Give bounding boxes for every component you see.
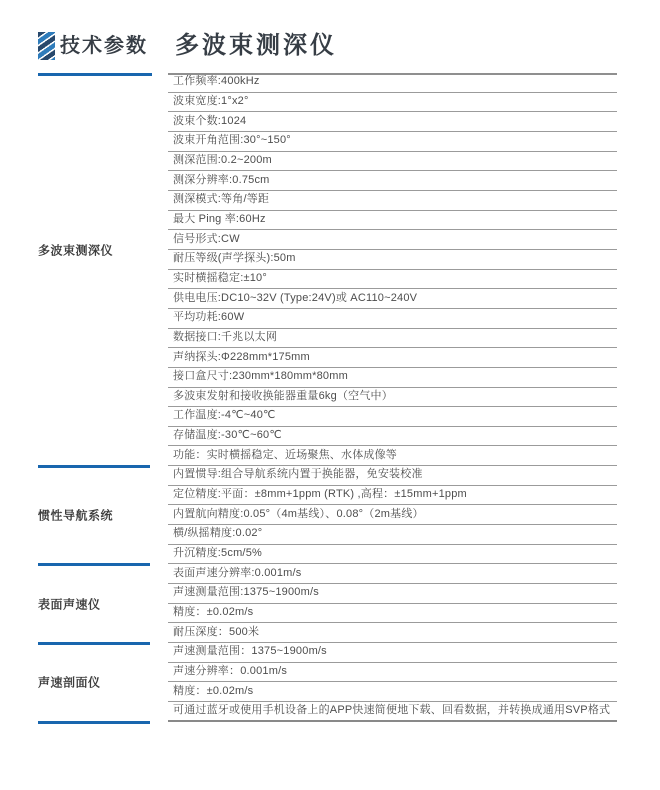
category-label: 惯性导航系统 xyxy=(38,508,114,523)
spec-row xyxy=(168,329,617,349)
spec-text: 测深模式:等角/等距 xyxy=(173,193,270,206)
spec-row xyxy=(168,446,617,466)
section-title: 技术参数 xyxy=(60,34,148,57)
spec-text: 测深分辨率:0.75cm xyxy=(173,173,270,186)
spec-row xyxy=(168,407,617,427)
spec-section xyxy=(38,643,617,722)
section-header xyxy=(38,31,148,60)
spec-row xyxy=(168,564,617,584)
spec-row xyxy=(168,584,617,604)
spec-text: 横/纵摇精度:0.02° xyxy=(173,527,263,540)
section-divider-bar xyxy=(38,563,150,566)
spec-table xyxy=(38,73,617,722)
spec-text: 平均功耗:60W xyxy=(173,311,245,324)
spec-row xyxy=(168,270,617,290)
spec-row xyxy=(168,73,617,93)
spec-rows xyxy=(168,643,617,722)
spec-text: 最大 Ping 率:60Hz xyxy=(173,212,266,225)
spec-text: 内置惯导:组合导航系统内置于换能器，免安装校准 xyxy=(173,468,423,481)
spec-text: 波束开角范围:30°~150° xyxy=(173,134,291,147)
spec-text: 功能：实时横摇稳定、近场聚焦、水体成像等 xyxy=(173,448,397,461)
spec-row xyxy=(168,348,617,368)
category-cell xyxy=(38,564,168,643)
spec-text: 可通过蓝牙或使用手机设备上的APP快速简便地下载、回看数据，并转换成通用SVP格式 xyxy=(173,703,611,716)
spec-text: 测深范围:0.2~200m xyxy=(173,153,272,166)
spec-row xyxy=(168,682,617,702)
spec-text: 耐压等级(声学探头):50m xyxy=(173,252,296,265)
spec-row xyxy=(168,250,617,270)
category-label: 声速剖面仪 xyxy=(38,675,101,690)
section-divider-bar xyxy=(38,642,150,645)
spec-row xyxy=(168,368,617,388)
spec-text: 声速测量范围:1375~1900m/s xyxy=(173,586,319,599)
spec-text: 多波束发射和接收换能器重量6kg（空气中） xyxy=(173,389,393,402)
spec-text: 声速分辨率：0.001m/s xyxy=(173,665,288,678)
spec-row xyxy=(168,289,617,309)
spec-row xyxy=(168,211,617,231)
category-cell xyxy=(38,73,168,466)
spec-row xyxy=(168,604,617,624)
spec-row xyxy=(168,505,617,525)
spec-row xyxy=(168,623,617,643)
spec-row xyxy=(168,132,617,152)
spec-row xyxy=(168,191,617,211)
spec-text: 升沉精度:5cm/5% xyxy=(173,547,262,560)
stripe-flag-icon xyxy=(38,32,55,60)
spec-row xyxy=(168,545,617,565)
spec-row xyxy=(168,702,617,722)
spec-rows xyxy=(168,73,617,466)
spec-text: 精度：±0.02m/s xyxy=(173,606,254,619)
spec-section xyxy=(38,564,617,643)
spec-row xyxy=(168,388,617,408)
spec-row xyxy=(168,152,617,172)
spec-row xyxy=(168,112,617,132)
section-divider-bar xyxy=(38,465,150,468)
spec-rows xyxy=(168,564,617,643)
spec-text: 信号形式:CW xyxy=(173,232,240,245)
spec-text: 数据接口:千兆以太网 xyxy=(173,330,278,343)
spec-text: 声速测量范围：1375~1900m/s xyxy=(173,645,327,658)
product-title: 多波束测深仪 xyxy=(175,32,337,59)
spec-text: 工作频率:400kHz xyxy=(173,75,260,88)
spec-row xyxy=(168,309,617,329)
section-divider-bar xyxy=(38,721,150,724)
spec-section xyxy=(38,466,617,564)
spec-text: 耐压深度：500米 xyxy=(173,625,260,638)
spec-text: 存储温度:-30℃~60℃ xyxy=(173,429,282,442)
spec-text: 接口盒尺寸:230mm*180mm*80mm xyxy=(173,370,348,383)
category-label: 多波束测深仪 xyxy=(38,243,114,258)
spec-row xyxy=(168,466,617,486)
spec-row xyxy=(168,230,617,250)
spec-row xyxy=(168,643,617,663)
spec-text: 表面声速分辨率:0.001m/s xyxy=(173,566,302,579)
category-cell xyxy=(38,466,168,564)
spec-row xyxy=(168,486,617,506)
spec-row xyxy=(168,171,617,191)
spec-text: 精度：±0.02m/s xyxy=(173,684,254,697)
spec-section xyxy=(38,73,617,466)
spec-text: 实时横摇稳定:±10° xyxy=(173,271,267,284)
category-label: 表面声速仪 xyxy=(38,597,101,612)
spec-rows xyxy=(168,466,617,564)
spec-text: 供电电压:DC10~32V (Type:24V)或 AC110~240V xyxy=(173,291,418,304)
spec-text: 波束个数:1024 xyxy=(173,114,247,127)
spec-row xyxy=(168,663,617,683)
spec-text: 内置航向精度:0.05°（4m基线）、0.08°（2m基线） xyxy=(173,507,424,520)
spec-text: 工作温度:-4℃~40℃ xyxy=(173,409,276,422)
spec-text: 波束宽度:1°x2° xyxy=(173,94,249,107)
spec-text: 定位精度:平面：±8mm+1ppm (RTK) ,高程：±15mm+1ppm xyxy=(173,488,467,501)
spec-row xyxy=(168,427,617,447)
category-cell xyxy=(38,643,168,722)
spec-row xyxy=(168,525,617,545)
spec-row xyxy=(168,93,617,113)
spec-text: 声纳探头:Φ228mm*175mm xyxy=(173,350,310,363)
